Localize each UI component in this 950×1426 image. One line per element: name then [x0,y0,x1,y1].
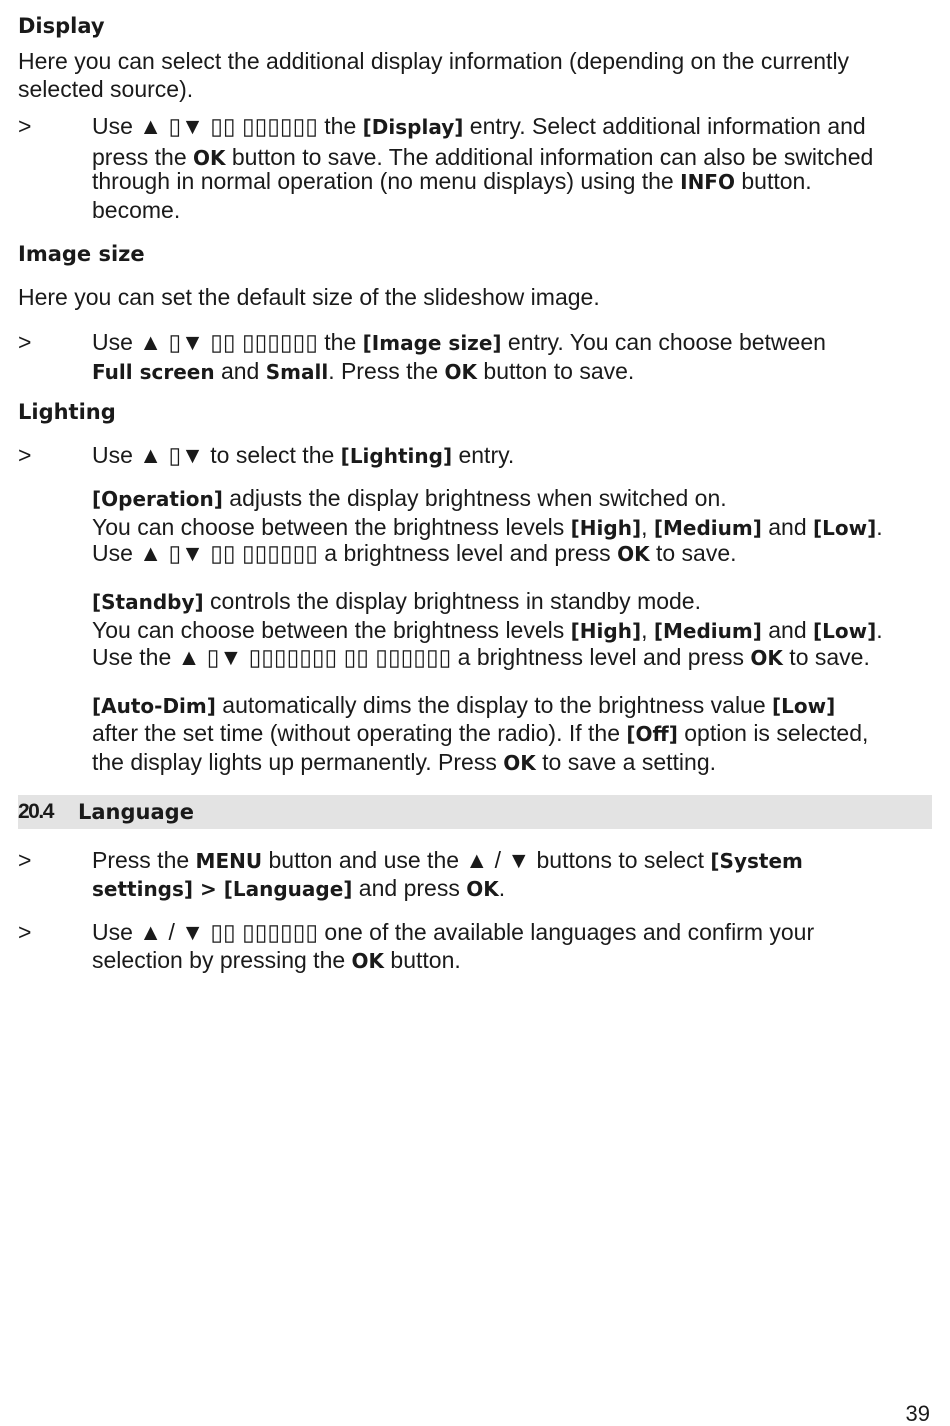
bullet-marker: > [18,113,32,139]
lighting-heading: Lighting [18,400,116,424]
language-step-1-line-1: Press the MENU button and use the ▲ / ▼ buttons to select [System [92,847,803,873]
bullet-marker: > [18,329,32,355]
display-intro-line-2: selected source). [18,76,194,102]
display-step-line-2: press the OK button to save. The additional information can also be switched [92,144,874,170]
operation-line-3: Use ▲ ▯▼ ▯▯ ▯▯▯▯▯▯ a brightness level and press OK to save. [92,540,737,566]
operation-label: [Operation] [92,487,223,511]
display-step-line-4: become. [92,197,181,223]
bullet-marker: > [18,919,32,945]
ok-button-label: OK [466,877,499,901]
ok-button-label: OK [351,949,385,973]
image-size-step-line-2: Full screen and Small. Press the OK button to save. [92,358,635,384]
info-button-label: INFO [680,170,735,194]
auto-dim-line-1: [Auto-Dim] automatically dims the display to the brightness value [Low] [92,692,836,718]
ok-button-label: OK [193,146,226,170]
auto-dim-line-3: the display lights up permanently. Press OK to save a setting. [92,749,717,775]
ok-button-label: OK [617,542,650,566]
page-number: 39 [905,1401,930,1426]
display-step-line-1: Use ▲ ▯▼ ▯▯ ▯▯▯▯▯▯ the [Display] entry. Select additional information and [92,113,866,139]
display-entry-label: [Display] [362,115,464,139]
auto-dim-line-2: after the set time (without operating the radio). If the [Off] option is selected, [92,720,869,746]
language-step-2-line-2: selection by pressing the OK button. [92,947,461,973]
operation-line-1: [Operation] adjusts the display brightness when switched on. [92,485,727,511]
menu-path-label: settings] > [Language] [92,877,353,901]
standby-label: [Standby] [92,590,204,614]
full-screen-option: Full screen [92,360,215,384]
image-size-intro: Here you can set the default size of the slideshow image. [18,284,600,310]
operation-line-2: You can choose between the brightness levels [High], [Medium] and [Low]. [92,514,883,540]
language-step-1-line-2: settings] > [Language] and press OK. [92,875,506,901]
section-number: 20.4 [18,800,53,823]
display-heading: Display [18,14,105,38]
ok-button-label: OK [444,360,478,384]
display-step-line-3: through in normal operation (no menu displays) using the INFO button. [92,168,812,194]
language-heading: Language [78,800,194,824]
ok-button-label: OK [750,646,783,670]
language-step-2-line-1: Use ▲ / ▼ ▯▯ ▯▯▯▯▯▯ one of the available languages and confirm your [92,919,815,945]
image-size-step-line-1: Use ▲ ▯▼ ▯▯ ▯▯▯▯▯▯ the [Image size] entry. You can choose between [92,329,826,355]
display-intro-line-1: Here you can select the additional display information (depending on the currently [18,48,850,74]
standby-line-2: You can choose between the brightness levels [High], [Medium] and [Low]. [92,617,883,643]
standby-line-3: Use the ▲ ▯▼ ▯▯▯▯▯▯▯ ▯▯ ▯▯▯▯▯▯ a brightness level and press OK to save. [92,644,870,670]
bullet-marker: > [18,442,32,468]
standby-line-1: [Standby] controls the display brightness in standby mode. [92,588,701,614]
ok-button-label: OK [503,751,536,775]
menu-button-label: MENU [195,849,263,873]
auto-dim-label: [Auto-Dim] [92,694,216,718]
image-size-entry-label: [Image size] [362,331,502,355]
lighting-step: Use ▲ ▯▼ to select the [Lighting] entry. [92,442,515,468]
image-size-heading: Image size [18,242,145,266]
lighting-entry-label: [Lighting] [340,444,453,468]
small-option: Small [265,360,329,384]
bullet-marker: > [18,847,32,873]
